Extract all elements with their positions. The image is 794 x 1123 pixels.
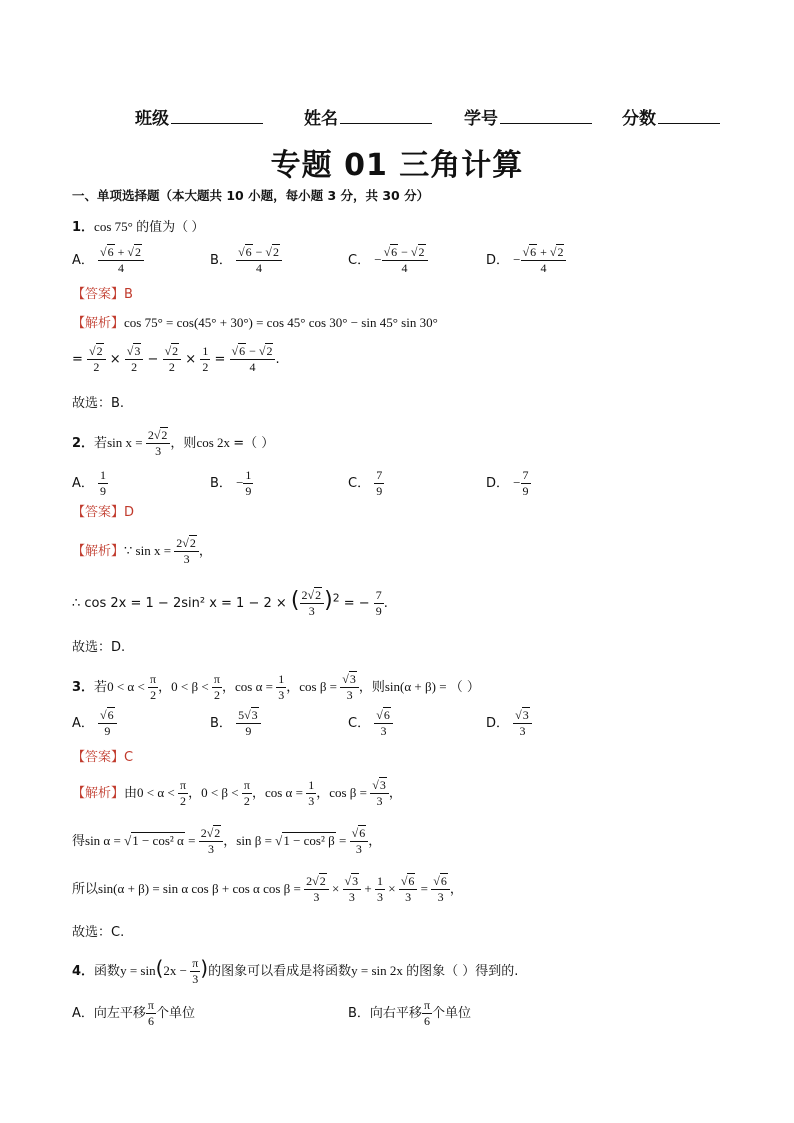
q3-analysis-c: 所以 — [72, 882, 99, 897]
q3-answer — [72, 746, 133, 765]
q4-option-b-label: B． — [348, 1006, 370, 1021]
q1-number: 1． — [72, 220, 95, 235]
q3-analysis-line3: 所以sin(α + β) = sin α cos β + cos α cos β = $\frac{2√2}{3}$ × $\frac{√3}{3}$ + $\frac{1}{3}$ × $\frac{√6}{3}$ = $\frac{√6}{3}$ ， — [72, 874, 463, 904]
name-blank[interactable] — [340, 109, 432, 124]
q3-analysis-a: 由 — [124, 786, 138, 801]
class-blank[interactable] — [171, 109, 263, 124]
q3-analysis-b: 得 — [72, 834, 86, 849]
q2-answer-tag: 【答案】 — [72, 505, 125, 520]
q3-option-a-label: A． — [72, 716, 94, 731]
q4-option-b-text2: 个单位 — [432, 1006, 472, 1021]
q1-option-d: D． − $\frac{√6 + √2}{4}$ — [486, 245, 566, 276]
q3-analysis-line2: 得sin α = √1 − cos² α = $\frac{2√2}{3}$ ，sin β = √1 − cos² β = $\frac{√6}{3}$ ， — [72, 826, 382, 856]
q3-conclusion: 故选：C. — [72, 925, 125, 940]
q4-option-a: A．向左平移 $\frac{\pi}{6}$ 个单位 — [72, 998, 195, 1028]
q2-option-c: C． $\frac{7}{9}$ — [348, 468, 383, 498]
id-blank[interactable] — [500, 109, 592, 124]
q3-option-d-label: D． — [486, 716, 510, 731]
q2-option-a: A． $\frac{1}{9}$ — [72, 468, 107, 498]
q4-number: 4． — [72, 964, 95, 979]
question-1 — [72, 216, 204, 235]
q1-analysis-tag: 【解析】 — [72, 316, 125, 331]
q3-option-d: D． $\frac{√3}{3}$ — [486, 708, 532, 739]
q4-option-a-text2: 个单位 — [155, 1006, 195, 1021]
q1-conclusion: 故选：B. — [72, 396, 125, 411]
q3-answer-value: C — [124, 750, 134, 765]
q3-analysis-tag: 【解析】 — [72, 786, 125, 801]
q2-conclusion: 故选：D. — [72, 640, 126, 655]
q2-analysis-tag: 【解析】 — [72, 544, 125, 559]
q3-option-a: A． $\frac{√6}{9}$ — [72, 708, 117, 739]
q1-option-a: A． $\frac{√6 + √2}{4}$ — [72, 245, 144, 276]
q2-option-b-label: B． — [210, 476, 232, 491]
q2-analysis: 【解析】∵ sin x = $\frac{2√2}{3}$ ， — [72, 536, 212, 566]
name-field — [304, 104, 432, 129]
class-field — [135, 104, 263, 129]
q4-option-b-text1: 向右平移 — [369, 1006, 422, 1021]
q1-analysis-line2: = $\frac{√2}{2}$ × $\frac{√3}{2}$ − $\frac{√2}{2}$ × $\frac{1}{2}$ = $\frac{√6 - √2}{4}$ . — [72, 344, 280, 374]
q1-stem: cos 75° 的值为（ ） — [94, 219, 205, 234]
question-4: 4．函数y = sin(2x − $\frac{\pi}{3}$ )的图象可以看成是将函数y = sin 2x 的图象（ ）得到的. — [72, 956, 519, 986]
q4-stem-a: 函数 — [94, 964, 121, 979]
q1-answer-value: B — [124, 287, 133, 302]
q3-option-b-label: B． — [210, 716, 232, 731]
q2-answer — [72, 501, 134, 520]
q3-answer-tag: 【答案】 — [72, 750, 125, 765]
class-label: 班级 — [135, 109, 169, 129]
question-3: 3．若0 < α < $\frac{\pi}{2}$ ，0 < β < $\frac{\pi}{2}$ ，cos α = $\frac{1}{3}$ ，cos β = $\frac{√3}{3}$ ，则sin(α + β) = （ ） — [72, 672, 480, 702]
q2-analysis-line2: ∴ cos 2x = 1 − 2sin² x = 1 − 2 × ( $\frac{2√2}{3}$ )$^2$ = − $\frac{7}{9}$ . — [72, 588, 388, 618]
id-field — [464, 104, 592, 129]
q1-answer — [72, 283, 133, 302]
question-2: 2．若sin x = $\frac{2√2}{3}$ ，则cos 2x =（ ） — [72, 428, 275, 458]
q4-option-b: B．向右平移 $\frac{\pi}{6}$ 个单位 — [348, 998, 472, 1028]
q2-answer-value: D — [124, 505, 135, 520]
q1-option-c: C． − $\frac{√6 - √2}{4}$ — [348, 245, 428, 276]
q2-option-b: B． − $\frac{1}{9}$ — [210, 468, 252, 498]
q3-analysis: 【解析】由0 < α < $\frac{\pi}{2}$ ，0 < β < $\frac{\pi}{2}$ ，cos α = $\frac{1}{3}$ ，cos β = $\frac{√3}{3}$ ， — [72, 778, 402, 808]
q1-analysis-line1: cos 75° = cos(45° + 30°) = cos 45° cos 30° − sin 45° sin 30° — [124, 315, 438, 330]
q2-number: 2． — [72, 436, 95, 451]
q1-option-b-label: B． — [210, 253, 232, 268]
q1-option-d-label: D． — [486, 253, 510, 268]
q2-stem-a: 若 — [94, 436, 108, 451]
q3-option-c: C． $\frac{√6}{3}$ — [348, 708, 393, 739]
q3-option-c-label: C． — [348, 716, 371, 731]
q1-option-c-label: C． — [348, 253, 371, 268]
id-label: 学号 — [464, 109, 498, 129]
score-field — [622, 104, 720, 129]
name-label: 姓名 — [304, 109, 338, 129]
q1-option-a-label: A． — [72, 253, 94, 268]
q2-option-d-label: D． — [486, 476, 510, 491]
q4-stem-b: 的图象可以看成是将函数 — [208, 964, 352, 979]
q3-stem-a: 若 — [94, 680, 108, 695]
score-label: 分数 — [622, 109, 656, 129]
q4-option-a-text1: 向左平移 — [93, 1006, 146, 1021]
q4-stem-c: 的图象（ ）得到的. — [406, 964, 519, 979]
q4-option-a-label: A． — [72, 1006, 94, 1021]
q2-stem-b: ，则 — [170, 436, 197, 451]
q1-analysis — [72, 312, 438, 331]
q2-stem-c: =（ ） — [233, 436, 275, 451]
q2-option-c-label: C． — [348, 476, 371, 491]
page-title: 专题 01 三角计算 — [270, 148, 524, 183]
section-heading: 一、单项选择题（本大题共 10 小题，每小题 3 分，共 30 分） — [72, 188, 430, 203]
q3-stem-end: ，则 — [358, 680, 385, 695]
score-blank[interactable] — [658, 109, 720, 124]
q2-option-d: D． − $\frac{7}{9}$ — [486, 468, 529, 498]
q2-option-a-label: A． — [72, 476, 94, 491]
q3-option-b: B． $\frac{5√3}{9}$ — [210, 708, 261, 739]
q3-number: 3． — [72, 680, 95, 695]
q1-option-b: B． $\frac{√6 - √2}{4}$ — [210, 245, 282, 276]
q1-answer-tag: 【答案】 — [72, 287, 125, 302]
